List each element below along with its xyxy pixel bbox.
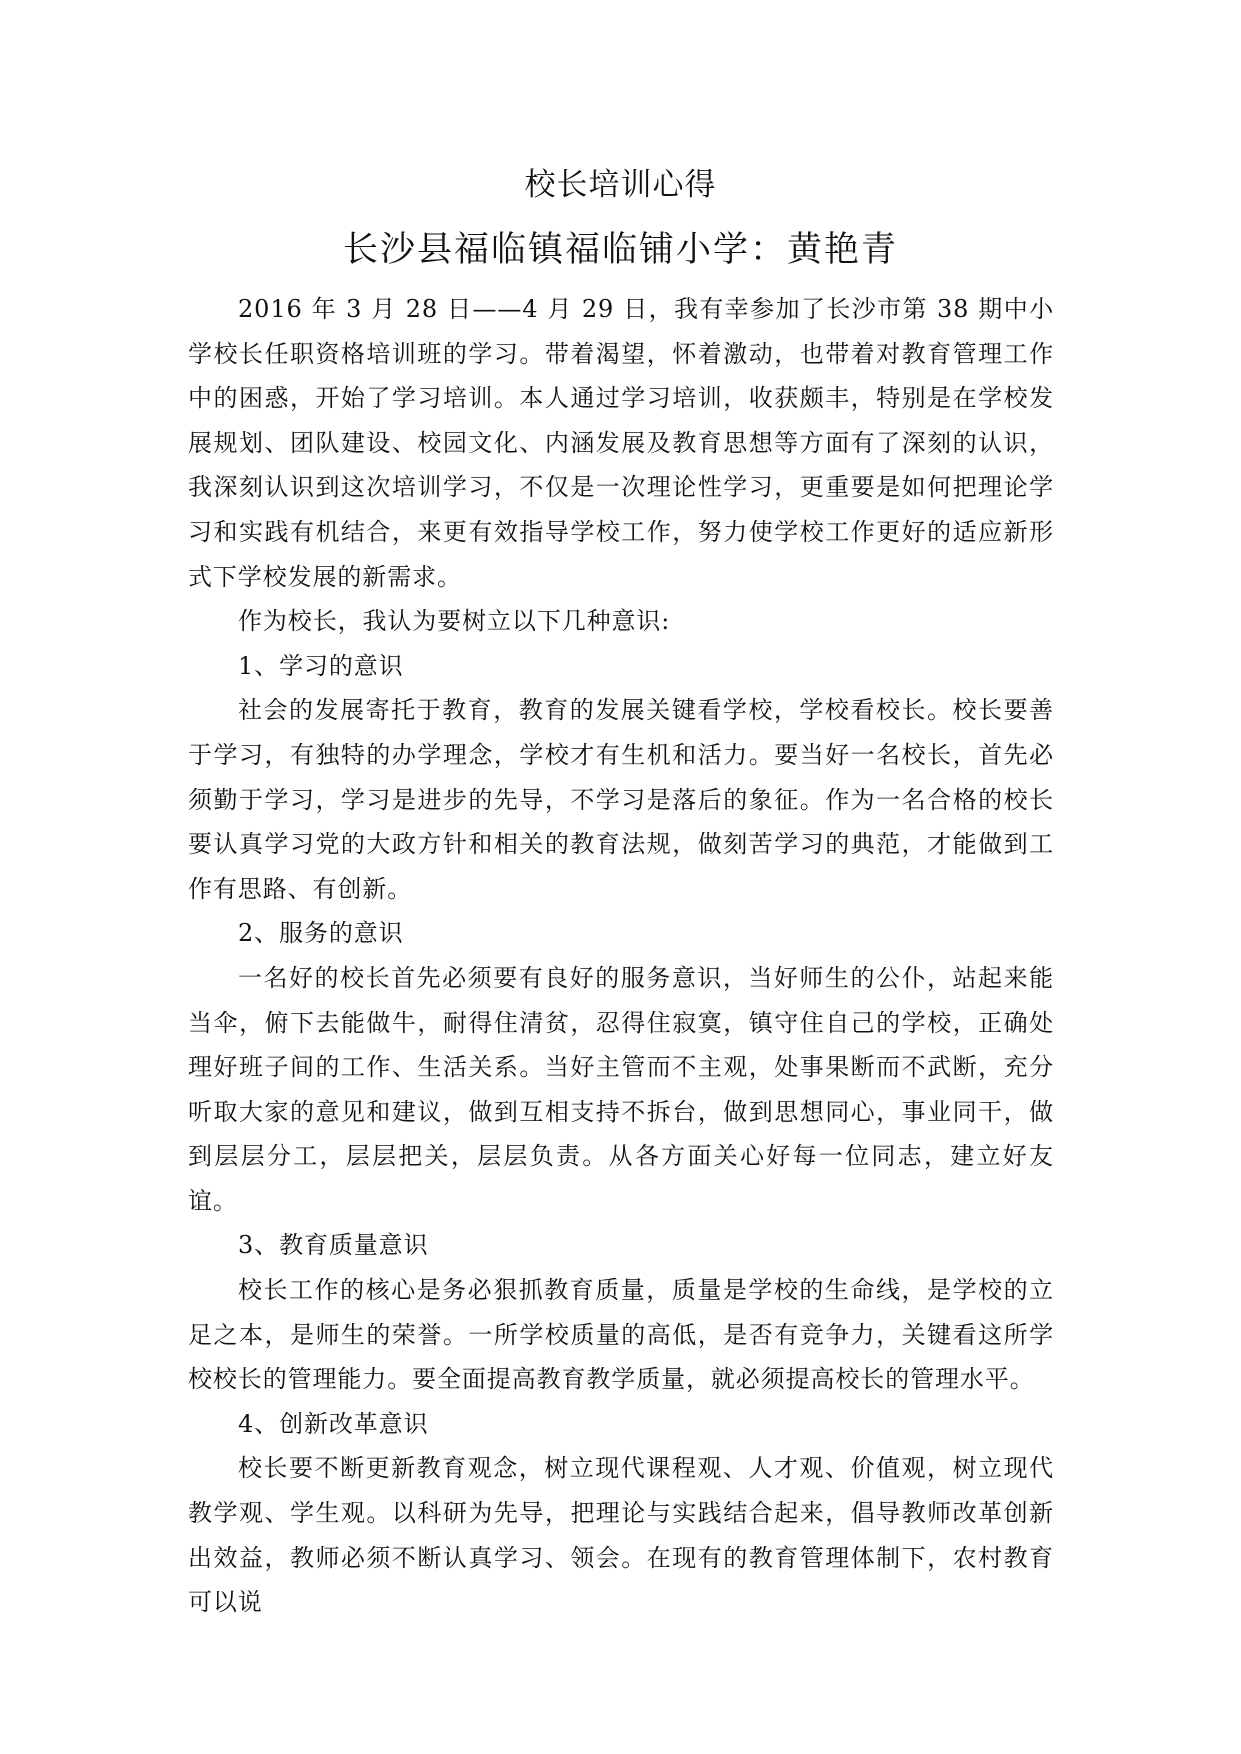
paragraph-service: 一名好的校长首先必须要有良好的服务意识，当好师生的公仆，站起来能当伞，俯下去能做牛，耐得住清贫，忍得住寂寞，镇守住自己的学校，正确处理好班子间的工作、生活关系。当好主管而不主观，处事果断而不武断，充分听取大家的意见和建议，做到互相支持不拆台，做到思想同心，事业同干，做到层层分工，层层把关，层层负责。从各方面关心好每一位同志，建立好友谊。: [188, 963, 1054, 1215]
section-heading-quality: 3、教育质量意识: [238, 1231, 429, 1260]
section-heading-innovation: 4、创新改革意识: [238, 1409, 429, 1438]
paragraph-innovation: 校长要不断更新教育观念，树立现代课程观、人才观、价值观，树立现代教学观、学生观。以科研为先导，把理论与实践结合起来，倡导教师改革创新出效益，教师必须不断认真学习、领会。在现有的教育管理体制下，农村教育可以说: [188, 1454, 1054, 1617]
document-body: [188, 287, 1054, 1625]
section-heading-learning: 1、学习的意识: [238, 651, 404, 680]
author-line: 长沙县福临镇福临铺小学：黄艳青: [342, 230, 898, 270]
section-heading-service: 2、服务的意识: [238, 919, 404, 948]
paragraph-intro: 2016 年 3 月 28 日——4 月 29 日，我有幸参加了长沙市第 38 期中小学校长任职资格培训班的学习。带着渴望，怀着激动，也带着对教育管理工作中的困惑，开始了学习培训。本人通过学习培训，收获颇丰，特别是在学校发展规划、团队建设、校园文化、内涵发展及教育思想等方面有了深刻的认识，我深刻认识到这次培训学习，不仅是一次理论性学习，更重要是如何把理论学习和实践有机结合，来更有效指导学校工作，努力使学校工作更好的适应新形式下学校发展的新需求。: [188, 295, 1054, 591]
paragraph-awareness-lead: 作为校长，我认为要树立以下几种意识:: [238, 607, 671, 636]
paragraph-learning: 社会的发展寄托于教育，教育的发展关键看学校，学校看校长。校长要善于学习，有独特的办学理念，学校才有生机和活力。要当好一名校长，首先必须勤于学习，学习是进步的先导，不学习是落后的象征。作为一名合格的校长要认真学习党的大政方针和相关的教育法规，做刻苦学习的典范，才能做到工作有思路、有创新。: [188, 696, 1054, 903]
paragraph-quality: 校长工作的核心是务必狠抓教育质量，质量是学校的生命线，是学校的立足之本，是师生的荣誉。一所学校质量的高低，是否有竞争力，关键看这所学校校长的管理能力。要全面提高教育教学质量，就必须提高校长的管理水平。: [188, 1276, 1054, 1394]
document-title: 校长培训心得: [524, 167, 717, 203]
